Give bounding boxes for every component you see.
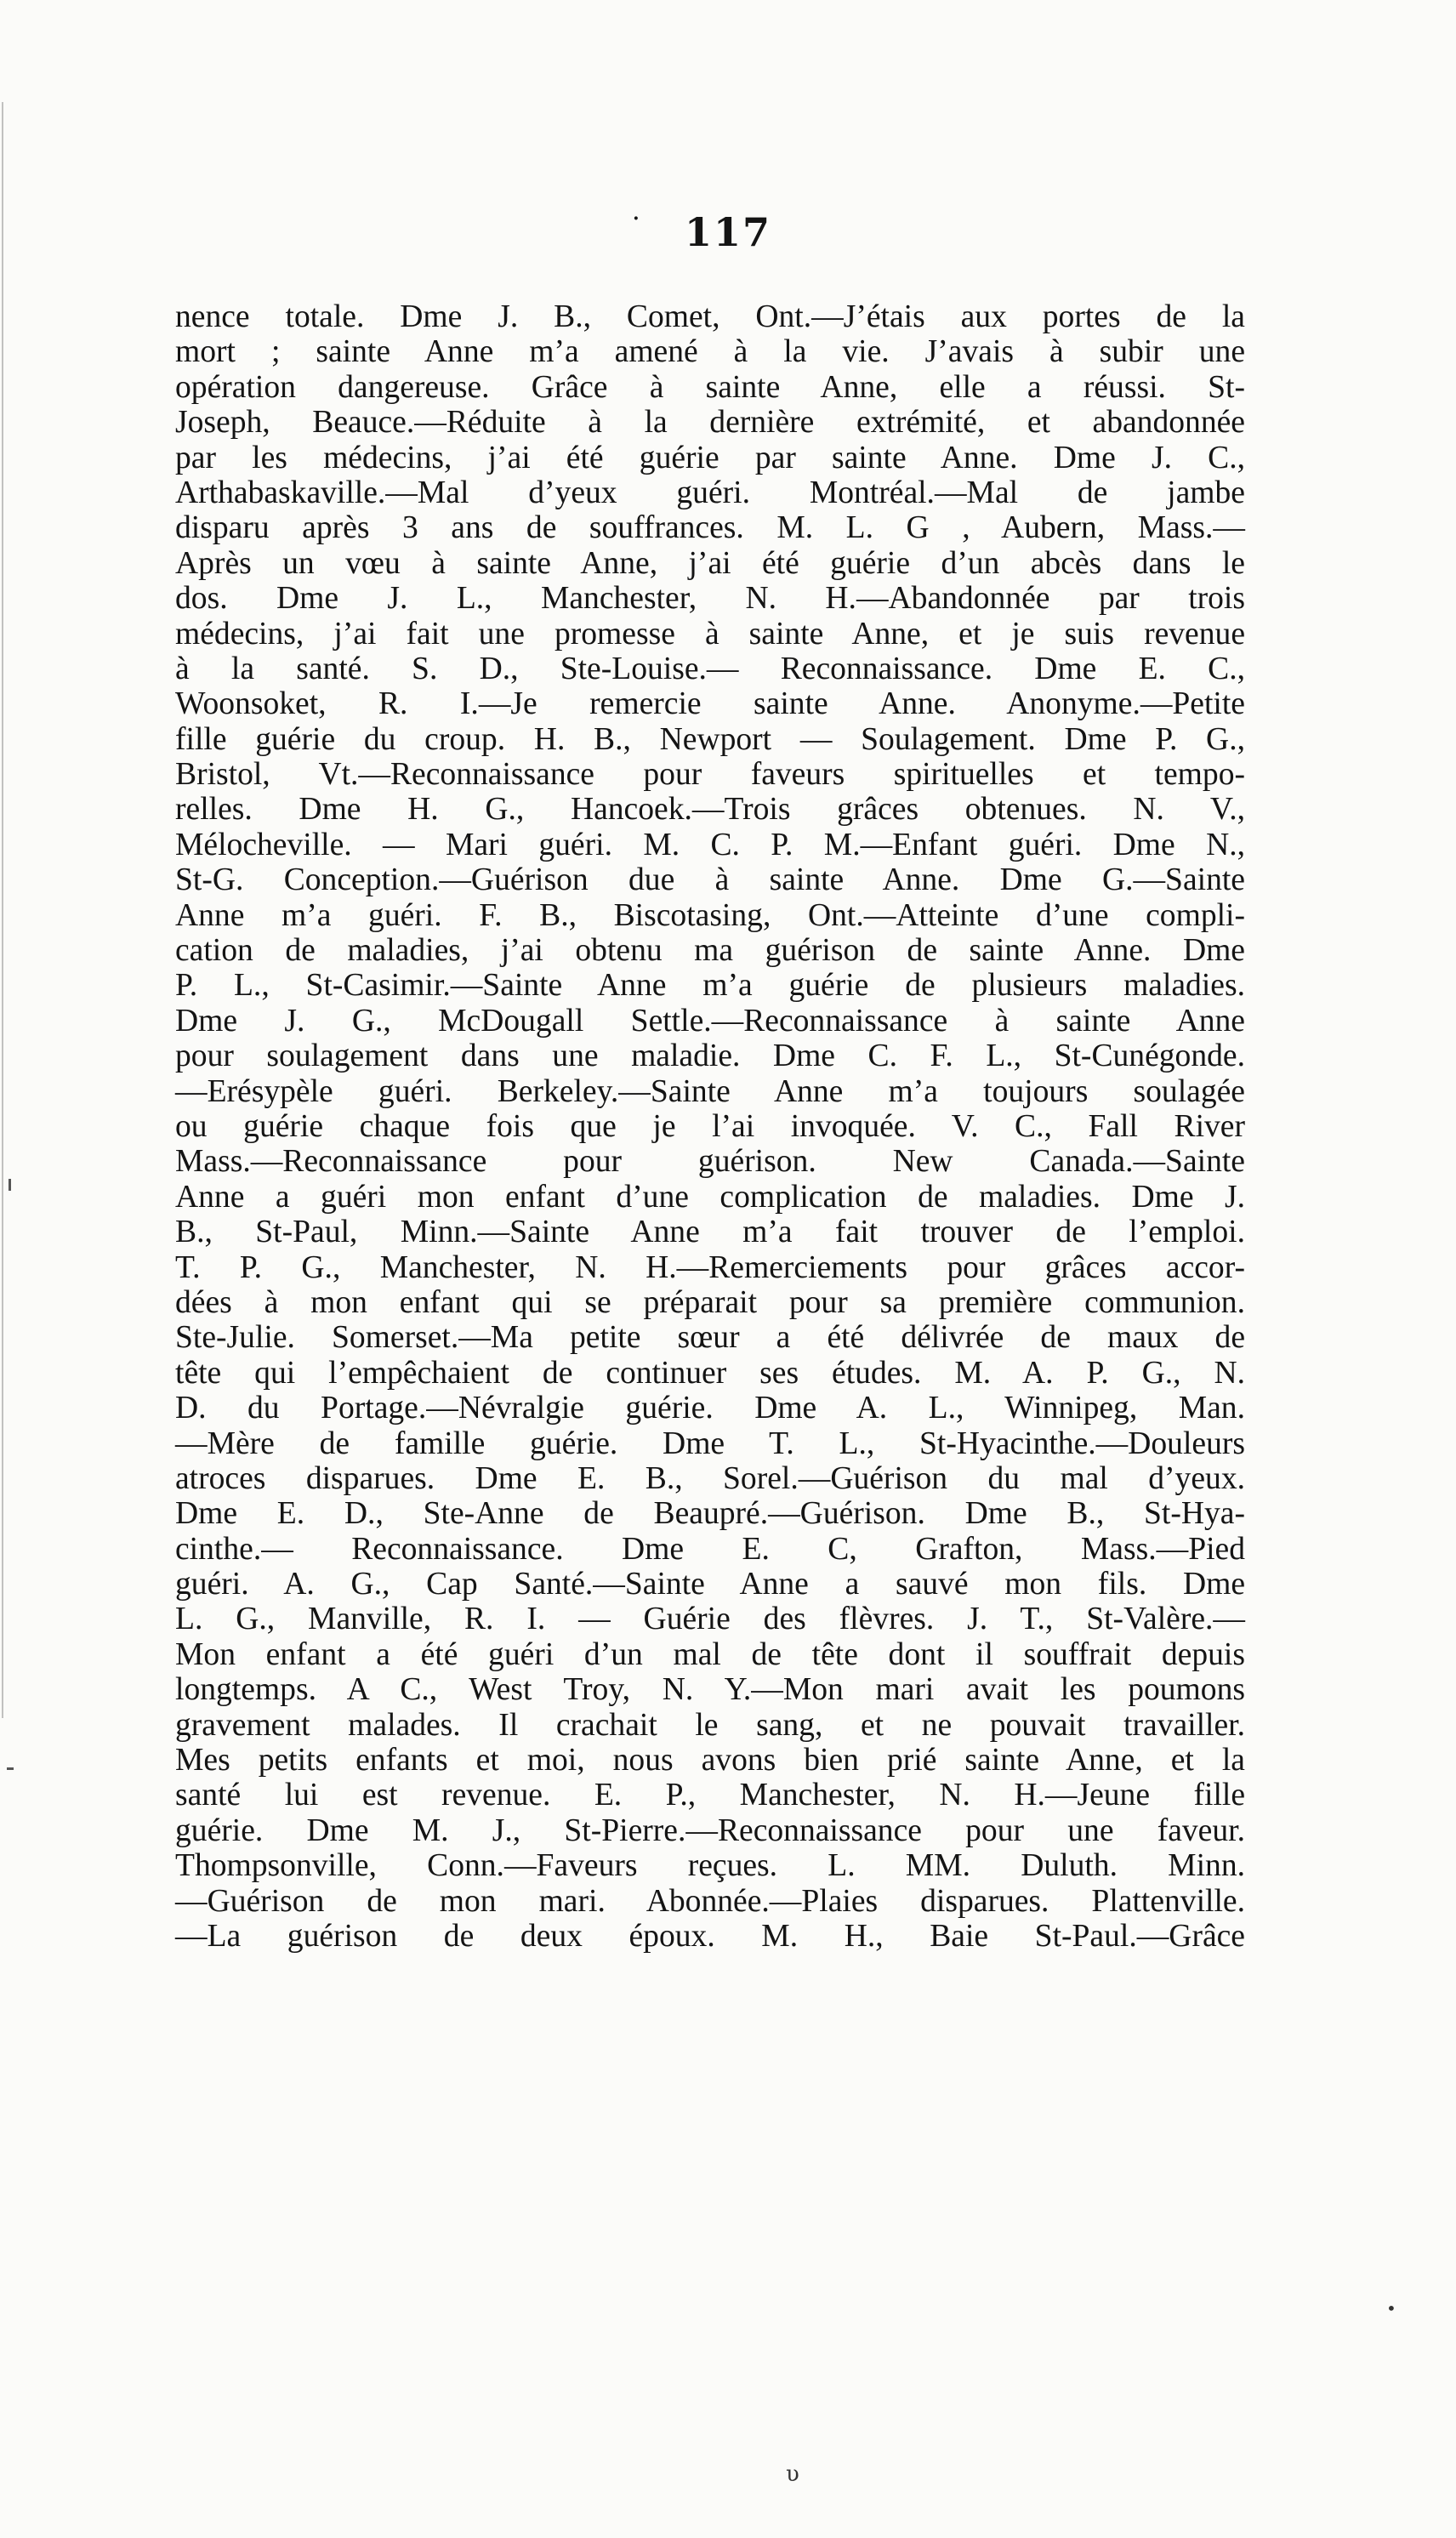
- text-line: cation de maladies, j’ai obtenu ma guérison de sainte Anne. Dme: [175, 933, 1245, 969]
- text-line: nence totale. Dme J. B., Comet, Ont.—J’étais aux portes de la: [175, 299, 1245, 334]
- text-line: Woonsoket, R. I.—Je remercie sainte Anne. Anonyme.—Petite: [175, 686, 1245, 722]
- left-edge-tick: [9, 1179, 11, 1191]
- text-line: Mes petits enfants et moi, nous avons bien prié sainte Anne, et la: [175, 1743, 1245, 1778]
- text-line: Dme J. G., McDougall Settle.—Reconnaissance à sainte Anne: [175, 1003, 1245, 1039]
- text-line: Anne m’a guéri. F. B., Biscotasing, Ont.—Atteinte d’une compli-: [175, 897, 1245, 933]
- text-line: dées à mon enfant qui se préparait pour sa première communion.: [175, 1284, 1245, 1320]
- text-line: dos. Dme J. L., Manchester, N. H.—Abandonnée par trois: [175, 581, 1245, 617]
- text-line: pour soulagement dans une maladie. Dme C. F. L., St-Cunégonde.: [175, 1039, 1245, 1074]
- text-line: tête qui l’empêchaient de continuer ses études. M. A. P. G., N.: [175, 1355, 1245, 1391]
- text-line: —Erésypèle guéri. Berkeley.—Sainte Anne m’a toujours soulagée: [175, 1073, 1245, 1109]
- text-line: Mon enfant a été guéri d’un mal de tête dont il souffrait depuis: [175, 1636, 1245, 1672]
- left-edge-mark: [2, 102, 3, 1718]
- text-line: Après un vœu à sainte Anne, j’ai été guérie d’un abcès dans le: [175, 545, 1245, 581]
- text-line: Thompsonville, Conn.—Faveurs reçues. L. MM. Duluth. Minn.: [175, 1848, 1245, 1884]
- text-line: médecins, j’ai fait une promesse à sainte Anne, et je suis revenue: [175, 616, 1245, 652]
- text-line: cinthe.— Reconnaissance. Dme E. C, Grafton, Mass.—Pied: [175, 1531, 1245, 1567]
- text-line: disparu après 3 ans de souffrances. M. L. G , Aubern, Mass.—: [175, 510, 1245, 546]
- left-edge-tick: [7, 1767, 14, 1770]
- text-line: —La guérison de deux époux. M. H., Baie St-Paul.—Grâce: [175, 1918, 1245, 1954]
- text-line: atroces disparues. Dme E. B., Sorel.—Guérison du mal d’yeux.: [175, 1460, 1245, 1496]
- printer-mark: ·: [633, 208, 640, 230]
- text-line: gravement malades. Il crachait le sang, et ne pouvait travailler.: [175, 1707, 1245, 1743]
- text-line: Bristol, Vt.—Reconnaissance pour faveurs spirituelles et tempo-: [175, 757, 1245, 793]
- text-line: T. P. G., Manchester, N. H.—Remerciements pour grâces accor-: [175, 1249, 1245, 1285]
- page-number: 117: [684, 209, 772, 255]
- corner-speck: •: [1386, 2298, 1396, 2319]
- text-line: Joseph, Beauce.—Réduite à la dernière extrémité, et abandonnée: [175, 405, 1245, 441]
- body-text: [175, 299, 1245, 1954]
- bottom-signature-mark: υ: [786, 2461, 799, 2487]
- text-line: par les médecins, j’ai été guérie par sainte Anne. Dme J. C.,: [175, 440, 1245, 475]
- text-line: Mass.—Reconnaissance pour guérison. New Canada.—Sainte: [175, 1144, 1245, 1180]
- text-line: P. L., St-Casimir.—Sainte Anne m’a guérie de plusieurs maladies.: [175, 968, 1245, 1004]
- text-line: B., St-Paul, Minn.—Sainte Anne m’a fait trouver de l’emploi.: [175, 1215, 1245, 1250]
- text-line: St-G. Conception.—Guérison due à sainte Anne. Dme G.—Sainte: [175, 862, 1245, 898]
- text-line: guérie. Dme M. J., St-Pierre.—Reconnaissance pour une faveur.: [175, 1812, 1245, 1848]
- text-line: Arthabaskaville.—Mal d’yeux guéri. Montréal.—Mal de jambe: [175, 475, 1245, 510]
- text-line: —Guérison de mon mari. Abonnée.—Plaies disparues. Plattenville.: [175, 1883, 1245, 1919]
- text-line: fille guérie du croup. H. B., Newport — Soulagement. Dme P. G.,: [175, 721, 1245, 757]
- text-line: —Mère de famille guérie. Dme T. L., St-Hyacinthe.—Douleurs: [175, 1425, 1245, 1461]
- text-line: ou guérie chaque fois que je l’ai invoquée. V. C., Fall River: [175, 1108, 1245, 1144]
- text-line: Dme E. D., Ste-Anne de Beaupré.—Guérison. Dme B., St-Hya-: [175, 1496, 1245, 1532]
- text-line: L. G., Manville, R. I. — Guérie des flèvres. J. T., St-Valère.—: [175, 1602, 1245, 1637]
- text-line: mort ; sainte Anne m’a amené à la vie. J’avais à subir une: [175, 334, 1245, 370]
- text-line: santé lui est revenue. E. P., Manchester, N. H.—Jeune fille: [175, 1778, 1245, 1813]
- text-line: à la santé. S. D., Ste-Louise.— Reconnaissance. Dme E. C.,: [175, 651, 1245, 686]
- text-line: opération dangereuse. Grâce à sainte Anne, elle a réussi. St-: [175, 369, 1245, 405]
- text-line: Mélocheville. — Mari guéri. M. C. P. M.—Enfant guéri. Dme N.,: [175, 827, 1245, 862]
- text-line: guéri. A. G., Cap Santé.—Sainte Anne a sauvé mon fils. Dme: [175, 1567, 1245, 1602]
- text-line: D. du Portage.—Névralgie guérie. Dme A. L., Winnipeg, Man.: [175, 1391, 1245, 1426]
- text-line: relles. Dme H. G., Hancoek.—Trois grâces obtenues. N. V.,: [175, 792, 1245, 828]
- text-line: longtemps. A C., West Troy, N. Y.—Mon mari avait les poumons: [175, 1672, 1245, 1708]
- text-line: Ste-Julie. Somerset.—Ma petite sœur a été délivrée de maux de: [175, 1320, 1245, 1356]
- text-line: Anne a guéri mon enfant d’une complication de maladies. Dme J.: [175, 1179, 1245, 1215]
